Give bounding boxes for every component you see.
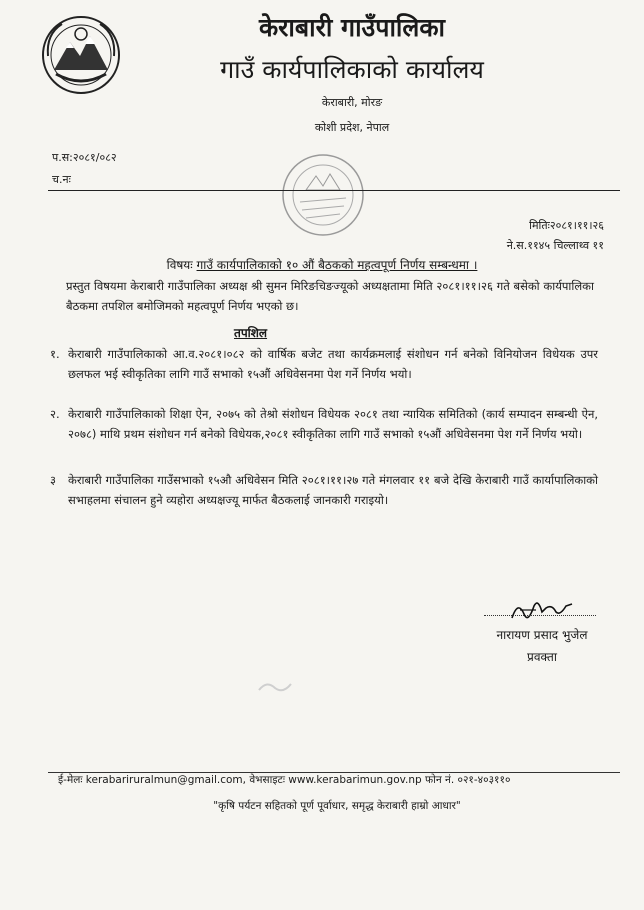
- item-text: केराबारी गाउँपालिका गाउँसभाको १५औ अधिवेसन मिति २०८१।११।२७ गते मंगलवार ११ बजे देखि केराबारी गाउँ कार्यापालिकाको सभाहलमा संचालन हुने व्यहोरा अध्यक्षज्यू मार्फत बैठकलाई जानकारी गराइयो।: [68, 473, 598, 507]
- item-text: केराबारी गाउँपालिकाको शिक्षा ऐन, २०७५ को तेश्रो संशोधन विधेयक २०८१ तथा न्यायिक समितिको (कार्य सम्पादन सम्बन्धी ऐन, २०७८) माथि प्रथम संशोधन गर्न बनेको विधेयक,२०८१ स्वीकृतिका लागि गाउँ सभाको १५औं अधिवेसनमा पेश गर्ने निर्णय भयो।: [68, 407, 598, 441]
- letter-date: मितिः२०८१।११।२६: [529, 219, 604, 232]
- intro-paragraph: प्रस्तुत विषयमा केराबारी गाउँपालिका अध्यक्ष श्री सुमन मिरिङचिङज्यूको अध्यक्षतामा मिति २०८१।११।२६ गते बसेको कार्यपालिका बैठकमा तपशिल बमोजिमको महत्वपूर्ण निर्णय भएको छ।: [66, 279, 594, 313]
- item-text: केराबारी गाउँपालिकाको आ.व.२०८१।०८२ को वार्षिक बजेट तथा कार्यक्रमलाई संशोधन गर्न बनेको विनियोजन विधेयक उपर छलफल भई स्वीकृतिका लागि गाउँ सभाको १५औं अधिवेसनमा पेश गर्ने निर्णय भयो।: [68, 347, 598, 381]
- nepal-sambat-date: ने.स.११४५ चिल्लाथ्व ११: [506, 239, 604, 252]
- reference-number: प.स:२०८१/०८२: [52, 151, 117, 164]
- signature-line: [484, 615, 596, 616]
- decision-item: [50, 344, 598, 384]
- org-name: केराबारी गाउँपालिका: [258, 13, 446, 42]
- address-line-1: केराबारी, मोरङ: [321, 96, 383, 109]
- signatory-name: नारायण प्रसाद भुजेल: [496, 628, 588, 642]
- dispatch-number: च.नः: [52, 173, 71, 186]
- signatory-title: प्रवक्ता: [527, 650, 557, 664]
- office-stamp: [278, 150, 368, 240]
- subject-prefix: विषयः: [166, 258, 193, 272]
- decision-item: [50, 470, 598, 510]
- footer-slogan: "कृषि पर्यटन सहितको पूर्ण पूर्वाधार, समृद्ध केराबारी हाम्रो आधार": [213, 800, 461, 812]
- details-heading: तपशिल: [234, 326, 268, 340]
- item-number: ३: [50, 473, 56, 487]
- subject-line: [0, 256, 644, 273]
- footer-contact: ई-मेलः kerabariruralmun@gmail.com, वेभसाइटः www.kerabarimun.gov.np फोन नं. ०२१-४०३११०: [58, 774, 511, 786]
- address-line-2: कोशी प्रदेश, नेपाल: [314, 121, 390, 134]
- handwritten-signature: [506, 594, 578, 628]
- office-name: गाउँ कार्यपालिकाको कार्यालय: [220, 55, 484, 84]
- subject-text: गाउँ कार्यपालिकाको १० औं बैठकको महत्वपूर्ण निर्णय सम्बन्धमा ।: [196, 258, 478, 272]
- item-number: १.: [50, 347, 60, 361]
- decision-item: [50, 404, 598, 444]
- item-number: २.: [50, 407, 60, 421]
- ink-smudge: [255, 676, 295, 696]
- header-divider: [48, 190, 620, 191]
